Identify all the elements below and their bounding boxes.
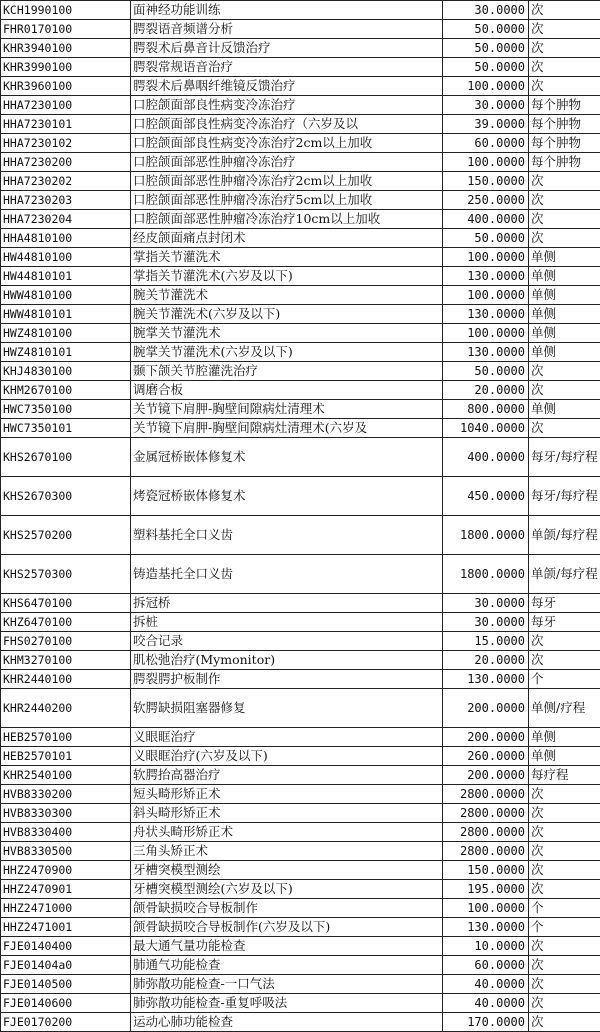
price-cell: 50.0000 xyxy=(443,58,529,77)
code-cell: HHA7230101 xyxy=(1,115,131,134)
price-cell: 250.0000 xyxy=(443,191,529,210)
name-cell: 舟状头畸形矫正术 xyxy=(131,823,443,842)
code-cell: FJE0140400 xyxy=(1,937,131,956)
table-row xyxy=(1,689,600,728)
name-cell: 斜头畸形矫正术 xyxy=(131,804,443,823)
price-cell: 260.0000 xyxy=(443,747,529,766)
name-cell: 肺弥散功能检查-重复呼吸法 xyxy=(131,994,443,1013)
name-cell: 运动心肺功能检查 xyxy=(131,1013,443,1032)
code-cell: HHZ2470901 xyxy=(1,880,131,899)
table-row xyxy=(1,267,600,286)
price-cell: 50.0000 xyxy=(443,20,529,39)
price-cell: 200.0000 xyxy=(443,766,529,785)
code-cell: FJE0140600 xyxy=(1,994,131,1013)
code-cell: KHR3960100 xyxy=(1,77,131,96)
table-row xyxy=(1,804,600,823)
code-cell: HWC7350100 xyxy=(1,400,131,419)
code-cell: KHM3270100 xyxy=(1,651,131,670)
name-cell: 颌骨缺损咬合导板制作 xyxy=(131,899,443,918)
code-cell: HHZ2471000 xyxy=(1,899,131,918)
code-cell: HHA7230102 xyxy=(1,134,131,153)
code-cell: HWZ4810100 xyxy=(1,324,131,343)
unit-cell: 单侧 xyxy=(529,305,600,324)
name-cell: 掌指关节灌洗术 xyxy=(131,248,443,267)
name-cell: 咬合记录 xyxy=(131,632,443,651)
price-cell: 150.0000 xyxy=(443,861,529,880)
code-cell: KHR2440100 xyxy=(1,670,131,689)
price-cell: 20.0000 xyxy=(443,651,529,670)
table-row xyxy=(1,20,600,39)
name-cell: 腭裂常规语音治疗 xyxy=(131,58,443,77)
name-cell: 铸造基托全口义齿 xyxy=(131,555,443,594)
price-cell: 130.0000 xyxy=(443,343,529,362)
table-row xyxy=(1,918,600,937)
unit-cell: 单侧 xyxy=(529,400,600,419)
price-cell: 150.0000 xyxy=(443,172,529,191)
unit-cell: 次 xyxy=(529,77,600,96)
table-row xyxy=(1,842,600,861)
price-cell: 2800.0000 xyxy=(443,785,529,804)
unit-cell: 次 xyxy=(529,229,600,248)
price-cell: 130.0000 xyxy=(443,670,529,689)
price-cell: 39.0000 xyxy=(443,115,529,134)
unit-cell: 次 xyxy=(529,785,600,804)
code-cell: HVB8330300 xyxy=(1,804,131,823)
price-cell: 400.0000 xyxy=(443,438,529,477)
code-cell: HHZ2470900 xyxy=(1,861,131,880)
name-cell: 腕掌关节灌洗术 xyxy=(131,324,443,343)
unit-cell: 次 xyxy=(529,191,600,210)
price-cell: 100.0000 xyxy=(443,77,529,96)
name-cell: 口腔颌面部恶性肿瘤冷冻治疗10cm以上加收 xyxy=(131,210,443,229)
code-cell: HHA4810100 xyxy=(1,229,131,248)
table-row xyxy=(1,400,600,419)
name-cell: 经皮颌面痛点封闭术 xyxy=(131,229,443,248)
unit-cell: 次 xyxy=(529,39,600,58)
price-cell: 130.0000 xyxy=(443,305,529,324)
unit-cell: 次 xyxy=(529,842,600,861)
name-cell: 肌松弛治疗(Mymonitor) xyxy=(131,651,443,670)
unit-cell: 单颌/每疗程 xyxy=(529,516,600,555)
price-cell: 1040.0000 xyxy=(443,419,529,438)
unit-cell: 次 xyxy=(529,937,600,956)
price-cell: 50.0000 xyxy=(443,39,529,58)
table-row xyxy=(1,58,600,77)
name-cell: 腭裂腭护板制作 xyxy=(131,670,443,689)
code-cell: HWZ4810101 xyxy=(1,343,131,362)
table-row xyxy=(1,899,600,918)
unit-cell: 次 xyxy=(529,172,600,191)
name-cell: 腕关节灌洗术 xyxy=(131,286,443,305)
unit-cell: 单侧 xyxy=(529,286,600,305)
table-row xyxy=(1,381,600,400)
code-cell: KHR2440200 xyxy=(1,689,131,728)
price-cell: 130.0000 xyxy=(443,267,529,286)
code-cell: HHA7230202 xyxy=(1,172,131,191)
price-cell: 800.0000 xyxy=(443,400,529,419)
code-cell: KHS2670100 xyxy=(1,438,131,477)
table-row xyxy=(1,1,600,20)
price-cell: 1800.0000 xyxy=(443,516,529,555)
unit-cell: 个 xyxy=(529,670,600,689)
name-cell: 口腔颌面部良性病变冷冻治疗 xyxy=(131,96,443,115)
price-cell: 100.0000 xyxy=(443,286,529,305)
unit-cell: 次 xyxy=(529,975,600,994)
table-row xyxy=(1,728,600,747)
price-cell: 130.0000 xyxy=(443,918,529,937)
code-cell: KHZ6470100 xyxy=(1,613,131,632)
price-cell: 20.0000 xyxy=(443,381,529,400)
unit-cell: 每个肿物 xyxy=(529,153,600,172)
price-cell: 170.0000 xyxy=(443,1013,529,1032)
unit-cell: 次 xyxy=(529,1,600,20)
name-cell: 调磨合板 xyxy=(131,381,443,400)
table-row xyxy=(1,632,600,651)
unit-cell: 个 xyxy=(529,899,600,918)
unit-cell: 每牙 xyxy=(529,594,600,613)
table-row xyxy=(1,994,600,1013)
name-cell: 口腔颌面部良性病变冷冻治疗2cm以上加收 xyxy=(131,134,443,153)
price-cell: 15.0000 xyxy=(443,632,529,651)
unit-cell: 次 xyxy=(529,823,600,842)
name-cell: 塑料基托全口义齿 xyxy=(131,516,443,555)
table-row xyxy=(1,516,600,555)
price-cell: 2800.0000 xyxy=(443,823,529,842)
name-cell: 金属冠桥嵌体修复术 xyxy=(131,438,443,477)
code-cell: FHR0170100 xyxy=(1,20,131,39)
name-cell: 牙槽突模型测绘(六岁及以下) xyxy=(131,880,443,899)
unit-cell: 单侧 xyxy=(529,728,600,747)
unit-cell: 每疗程 xyxy=(529,766,600,785)
table-row xyxy=(1,210,600,229)
price-cell: 100.0000 xyxy=(443,324,529,343)
unit-cell: 次 xyxy=(529,210,600,229)
unit-cell: 个 xyxy=(529,918,600,937)
unit-cell: 次 xyxy=(529,632,600,651)
name-cell: 短头畸形矫正术 xyxy=(131,785,443,804)
name-cell: 腭裂术后鼻音计反馈治疗 xyxy=(131,39,443,58)
table-row xyxy=(1,823,600,842)
table-row xyxy=(1,477,600,516)
name-cell: 口腔颌面部恶性肿瘤冷冻治疗 xyxy=(131,153,443,172)
name-cell: 拆冠桥 xyxy=(131,594,443,613)
unit-cell: 次 xyxy=(529,861,600,880)
price-cell: 30.0000 xyxy=(443,1,529,20)
name-cell: 关节镜下肩胛-胸壁间隙病灶清理术(六岁及 xyxy=(131,419,443,438)
name-cell: 掌指关节灌洗术(六岁及以下) xyxy=(131,267,443,286)
table-row xyxy=(1,248,600,267)
unit-cell: 每个肿物 xyxy=(529,134,600,153)
table-row xyxy=(1,96,600,115)
table-row xyxy=(1,956,600,975)
unit-cell: 次 xyxy=(529,20,600,39)
code-cell: HHZ2471001 xyxy=(1,918,131,937)
unit-cell: 次 xyxy=(529,994,600,1013)
fee-table-body xyxy=(1,1,600,1032)
unit-cell: 单侧 xyxy=(529,747,600,766)
code-cell: KHS6470100 xyxy=(1,594,131,613)
unit-cell: 次 xyxy=(529,651,600,670)
unit-cell: 每牙/每疗程 xyxy=(529,438,600,477)
table-row xyxy=(1,785,600,804)
name-cell: 面神经功能训练 xyxy=(131,1,443,20)
unit-cell: 次 xyxy=(529,1013,600,1032)
code-cell: HHA7230204 xyxy=(1,210,131,229)
price-cell: 30.0000 xyxy=(443,96,529,115)
name-cell: 关节镜下肩胛-胸壁间隙病灶清理术 xyxy=(131,400,443,419)
name-cell: 肺通气功能检查 xyxy=(131,956,443,975)
table-row xyxy=(1,286,600,305)
code-cell: HVB8330400 xyxy=(1,823,131,842)
name-cell: 腕关节灌洗术(六岁及以下) xyxy=(131,305,443,324)
unit-cell: 每个肿物 xyxy=(529,96,600,115)
table-row xyxy=(1,670,600,689)
price-cell: 40.0000 xyxy=(443,975,529,994)
table-row xyxy=(1,651,600,670)
unit-cell: 次 xyxy=(529,956,600,975)
code-cell: FHS0270100 xyxy=(1,632,131,651)
table-row xyxy=(1,594,600,613)
name-cell: 最大通气量功能检查 xyxy=(131,937,443,956)
unit-cell: 次 xyxy=(529,58,600,77)
table-row xyxy=(1,747,600,766)
name-cell: 拆桩 xyxy=(131,613,443,632)
table-row xyxy=(1,305,600,324)
name-cell: 牙槽突模型测绘 xyxy=(131,861,443,880)
code-cell: KCH1990100 xyxy=(1,1,131,20)
table-row xyxy=(1,438,600,477)
code-cell: HVB8330500 xyxy=(1,842,131,861)
price-cell: 450.0000 xyxy=(443,477,529,516)
code-cell: HHA7230203 xyxy=(1,191,131,210)
table-row xyxy=(1,362,600,381)
name-cell: 腭裂语音频谱分析 xyxy=(131,20,443,39)
name-cell: 口腔颌面部恶性肿瘤冷冻治疗5cm以上加收 xyxy=(131,191,443,210)
code-cell: HWC7350101 xyxy=(1,419,131,438)
name-cell: 烤瓷冠桥嵌体修复术 xyxy=(131,477,443,516)
name-cell: 口腔颌面部良性病变冷冻治疗（六岁及以 xyxy=(131,115,443,134)
code-cell: KHJ4830100 xyxy=(1,362,131,381)
unit-cell: 单侧 xyxy=(529,343,600,362)
table-row xyxy=(1,766,600,785)
price-cell: 195.0000 xyxy=(443,880,529,899)
unit-cell: 每牙/每疗程 xyxy=(529,477,600,516)
table-row xyxy=(1,613,600,632)
code-cell: HEB2570100 xyxy=(1,728,131,747)
unit-cell: 次 xyxy=(529,880,600,899)
table-row xyxy=(1,880,600,899)
name-cell: 义眼眶治疗 xyxy=(131,728,443,747)
price-cell: 1800.0000 xyxy=(443,555,529,594)
code-cell: KHS2670300 xyxy=(1,477,131,516)
table-row xyxy=(1,191,600,210)
code-cell: KHM2670100 xyxy=(1,381,131,400)
table-row xyxy=(1,937,600,956)
table-row xyxy=(1,115,600,134)
price-cell: 40.0000 xyxy=(443,994,529,1013)
table-row xyxy=(1,861,600,880)
code-cell: HHA7230200 xyxy=(1,153,131,172)
price-cell: 50.0000 xyxy=(443,362,529,381)
price-cell: 50.0000 xyxy=(443,229,529,248)
code-cell: KHS2570200 xyxy=(1,516,131,555)
price-cell: 30.0000 xyxy=(443,594,529,613)
code-cell: HWW4810101 xyxy=(1,305,131,324)
unit-cell: 每牙 xyxy=(529,613,600,632)
price-cell: 400.0000 xyxy=(443,210,529,229)
code-cell: KHS2570300 xyxy=(1,555,131,594)
unit-cell: 次 xyxy=(529,419,600,438)
table-row xyxy=(1,555,600,594)
table-row xyxy=(1,39,600,58)
code-cell: HHA7230100 xyxy=(1,96,131,115)
code-cell: HW44810100 xyxy=(1,248,131,267)
table-row xyxy=(1,975,600,994)
price-cell: 200.0000 xyxy=(443,689,529,728)
code-cell: FJE01404a0 xyxy=(1,956,131,975)
price-cell: 2800.0000 xyxy=(443,804,529,823)
table-row xyxy=(1,343,600,362)
name-cell: 肺弥散功能检查-一口气法 xyxy=(131,975,443,994)
table-row xyxy=(1,324,600,343)
unit-cell: 次 xyxy=(529,804,600,823)
code-cell: HEB2570101 xyxy=(1,747,131,766)
name-cell: 颞下颌关节腔灌洗治疗 xyxy=(131,362,443,381)
name-cell: 口腔颌面部恶性肿瘤冷冻治疗2cm以上加收 xyxy=(131,172,443,191)
code-cell: KHR3940100 xyxy=(1,39,131,58)
price-cell: 100.0000 xyxy=(443,899,529,918)
table-row xyxy=(1,172,600,191)
name-cell: 义眼眶治疗(六岁及以下) xyxy=(131,747,443,766)
table-row xyxy=(1,134,600,153)
code-cell: FJE0170200 xyxy=(1,1013,131,1032)
unit-cell: 次 xyxy=(529,362,600,381)
price-cell: 100.0000 xyxy=(443,248,529,267)
unit-cell: 单侧 xyxy=(529,248,600,267)
code-cell: HWW4810100 xyxy=(1,286,131,305)
name-cell: 腕掌关节灌洗术(六岁及以下) xyxy=(131,343,443,362)
name-cell: 软腭抬高器治疗 xyxy=(131,766,443,785)
unit-cell: 单侧/疗程 xyxy=(529,689,600,728)
code-cell: HW44810101 xyxy=(1,267,131,286)
price-cell: 10.0000 xyxy=(443,937,529,956)
unit-cell: 单侧 xyxy=(529,267,600,286)
code-cell: KHR2540100 xyxy=(1,766,131,785)
table-row xyxy=(1,77,600,96)
unit-cell: 次 xyxy=(529,381,600,400)
name-cell: 腭裂术后鼻咽纤维镜反馈治疗 xyxy=(131,77,443,96)
code-cell: HVB8330200 xyxy=(1,785,131,804)
name-cell: 三角头矫正术 xyxy=(131,842,443,861)
price-cell: 100.0000 xyxy=(443,153,529,172)
price-cell: 30.0000 xyxy=(443,613,529,632)
name-cell: 颌骨缺损咬合导板制作(六岁及以下) xyxy=(131,918,443,937)
price-cell: 60.0000 xyxy=(443,134,529,153)
unit-cell: 单侧 xyxy=(529,324,600,343)
price-cell: 2800.0000 xyxy=(443,842,529,861)
code-cell: FJE0140500 xyxy=(1,975,131,994)
table-row xyxy=(1,419,600,438)
price-cell: 60.0000 xyxy=(443,956,529,975)
price-cell: 200.0000 xyxy=(443,728,529,747)
unit-cell: 单颌/每疗程 xyxy=(529,555,600,594)
unit-cell: 每个肿物 xyxy=(529,115,600,134)
code-cell: KHR3990100 xyxy=(1,58,131,77)
table-row xyxy=(1,153,600,172)
name-cell: 软腭缺损阻塞器修复 xyxy=(131,689,443,728)
table-row xyxy=(1,229,600,248)
